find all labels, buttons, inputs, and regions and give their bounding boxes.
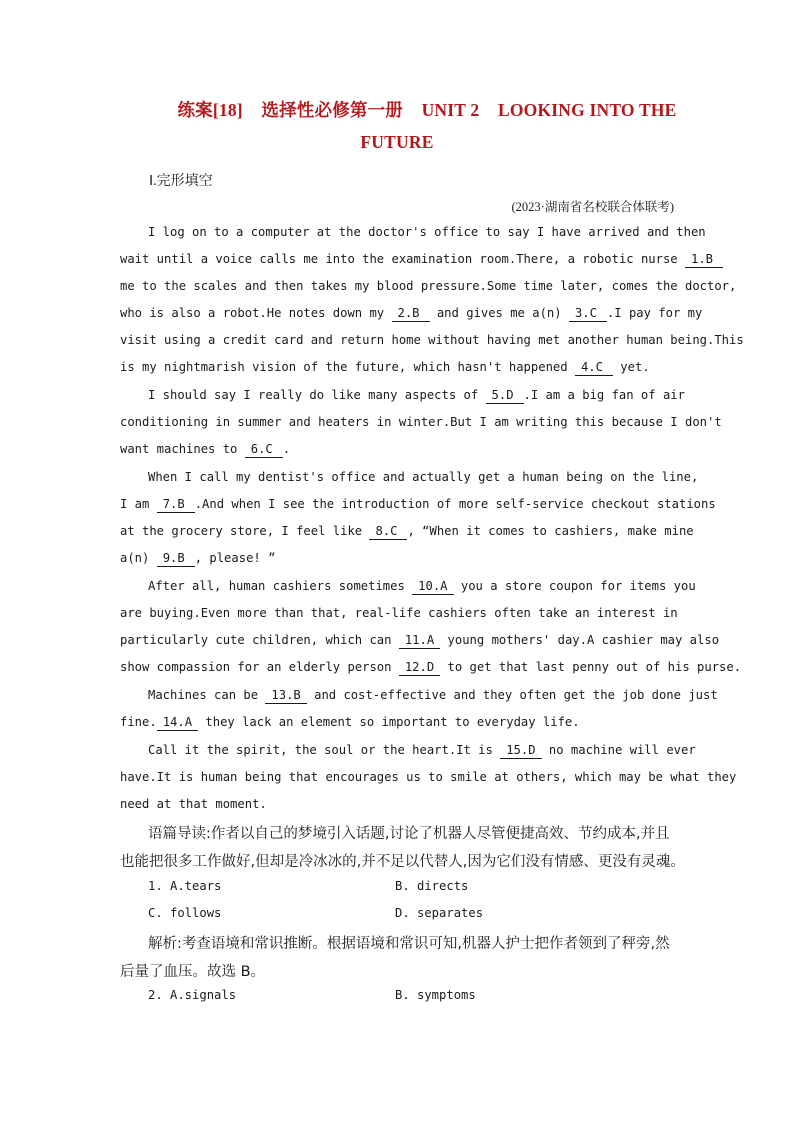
passage-line: are buying.Even more than that, real-life cashiers often take an interest in (120, 606, 678, 620)
option-1c: C. follows (148, 906, 222, 920)
analysis-line-2: 后量了血压。故选 B。 (120, 964, 266, 980)
option-2a: 2. A.signals (148, 988, 237, 1002)
option-1d: D. separates (395, 906, 484, 920)
answer-blank-15: 15.D (500, 743, 541, 759)
answer-blank-1: 1.B (685, 252, 723, 268)
answer-blank-10: 10.A (412, 579, 453, 595)
answer-blank-14: 14.A (157, 715, 198, 731)
source-note: (2023·湖南省名校联合体联考) (511, 200, 674, 214)
option-2b: B. symptoms (395, 988, 476, 1002)
answer-blank-2: 2.B (392, 306, 430, 322)
passage-line: After all, human cashiers sometimes 10.A you a store coupon for items you (148, 579, 696, 593)
passage-line: particularly cute children, which can 11.A young mothers' day.A cashier may also (120, 633, 720, 647)
reading-guide-line-1: 语篇导读:作者以自己的梦境引入话题,讨论了机器人尽管便捷高效、节约成本,并且 (148, 826, 670, 842)
passage-line: Machines can be 13.B and cost-effective and they often get the job done just (148, 688, 718, 702)
reading-guide-line-2: 也能把很多工作做好,但却是冷冰冰的,并不足以代替人,因为它们没有情感、更没有灵魂。 (120, 854, 685, 870)
answer-blank-7: 7.B (157, 497, 195, 513)
answer-blank-8: 8.C (369, 524, 407, 540)
answer-blank-4: 4.C (575, 360, 613, 376)
passage-line: conditioning in summer and heaters in winter.But I am writing this because I don't (120, 415, 722, 429)
answer-blank-11: 11.A (399, 633, 440, 649)
passage-line: need at that moment. (120, 797, 267, 811)
passage-line: want machines to 6.C . (120, 442, 291, 456)
book-name: 选择性必修第一册 (261, 100, 404, 120)
passage-line: a(n) 9.B , please! ” (120, 551, 276, 565)
answer-blank-3: 3.C (569, 306, 607, 322)
passage-line: I log on to a computer at the doctor's office to say I have arrived and then (148, 225, 706, 239)
passage-line: When I call my dentist's office and actually get a human being on the line, (148, 470, 699, 484)
passage-line: wait until a voice calls me into the examination room.There, a robotic nurse 1.B (120, 250, 674, 268)
passage-line: I am 7.B .And when I see the introduction of more self-service checkout stations (120, 497, 716, 511)
passage-line: fine. 14.A they lack an element so important to everyday life. (120, 715, 580, 729)
passage-line: is my nightmarish vision of the future, which hasn't happened 4.C yet. (120, 360, 650, 374)
passage-line: me to the scales and then takes my blood pressure.Some time later, comes the doctor, (120, 279, 737, 293)
page-title-line-2 (0, 132, 794, 153)
option-1b: B. directs (395, 879, 469, 893)
unit-label: UNIT 2 (421, 100, 480, 120)
answer-blank-13: 13.B (265, 688, 306, 704)
answer-blank-9: 9.B (157, 551, 195, 567)
passage-line: who is also a robot.He notes down my 2.B and gives me a(n) 3.C .I pay for my (120, 306, 703, 320)
passage-line: have.It is human being that encourages us to smile at others, which may be what they (120, 770, 737, 784)
page-title-line-1 (0, 97, 794, 122)
passage-line: visit using a credit card and return home without having met another human being.This (120, 333, 744, 347)
exercise-number: 练案[18] (177, 100, 243, 120)
unit-topic-1: LOOKING INTO THE (497, 100, 677, 120)
passage-line: I should say I really do like many aspects of 5.D .I am a big fan of air (148, 388, 685, 402)
section-heading: Ⅰ.完形填空 (149, 174, 213, 189)
answer-blank-5: 5.D (486, 388, 524, 404)
passage-line: show compassion for an elderly person 12.D to get that last penny out of his purse. (120, 660, 742, 674)
answer-blank-6: 6.C (245, 442, 283, 458)
passage-line: at the grocery store, I feel like 8.C , “When it comes to cashiers, make mine (120, 524, 694, 538)
unit-topic-2: FUTURE (360, 132, 434, 152)
analysis-line-1: 解析:考查语境和常识推断。根据语境和常识可知,机器人护士把作者领到了秤旁,然 (148, 936, 670, 952)
answer-blank-12: 12.D (399, 660, 440, 676)
passage-line: Call it the spirit, the soul or the heart.It is 15.D no machine will ever (148, 743, 696, 757)
option-1a: 1. A.tears (148, 879, 222, 893)
